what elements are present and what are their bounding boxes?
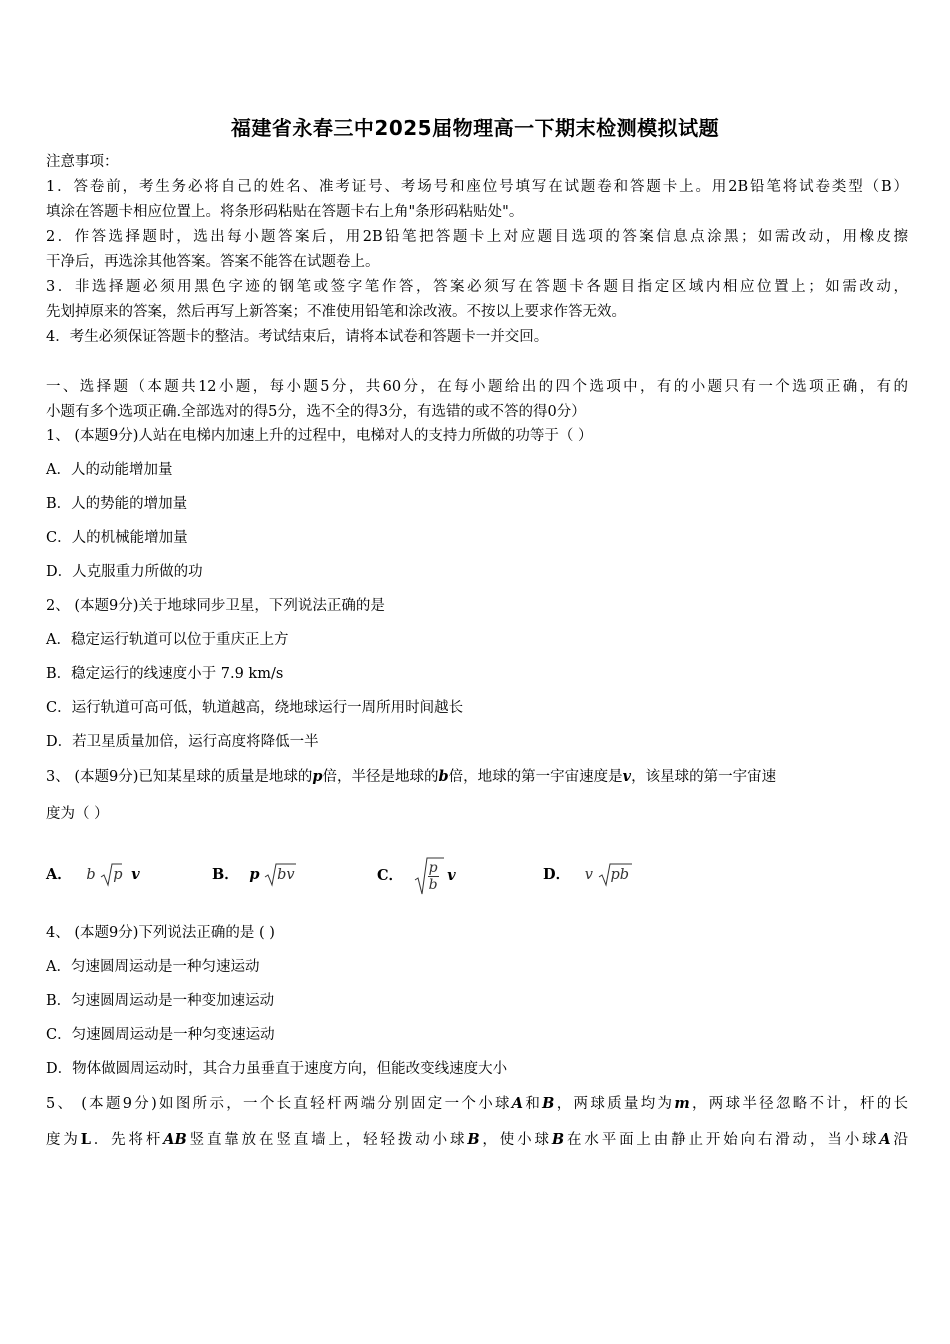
q5-text: ，两球半径忽略不计，杆的长 <box>689 1096 909 1112</box>
q5-text: 度为 <box>46 1132 81 1148</box>
q1-option-a: A．人的动能增加量 <box>46 462 173 478</box>
notice-line: 干净后，再选涂其他答案。答案不能答在试题卷上。 <box>46 254 380 270</box>
notice-line: 先划掉原来的答案，然后再写上新答案；不准使用铅笔和涂改液。不按以上要求作答无效。 <box>46 304 626 320</box>
q5-text: 竖直靠放在竖直墙上，轻轻拨动小球 <box>186 1132 468 1148</box>
page-title: 福建省永春三中2025届物理高一下期末检测模拟试题 <box>230 116 720 140</box>
var-p: p <box>312 768 323 785</box>
var-b: b <box>438 768 449 785</box>
q5-text: 和 <box>523 1096 543 1112</box>
q4-option-a: A．匀速圆周运动是一种匀速运动 <box>46 959 260 975</box>
notice-line: 填涂在答题卡相应位置上。将条形码粘贴在答题卡右上角"条形码粘贴处"。 <box>46 204 524 220</box>
question-5-stem-cont <box>46 1130 908 1150</box>
q3-option-b <box>212 862 295 888</box>
q5-text: ，使小球 <box>479 1132 552 1148</box>
var-ab: AB <box>163 1131 187 1148</box>
q3-stem-text: 倍，半径是地球的 <box>322 769 439 785</box>
notice-line: 1．答卷前，考生务必将自己的姓名、准考证号、考场号和座位号填写在试题卷和答题卡上。用2B铅笔将试卷类型（B） <box>46 179 908 195</box>
notice-heading: 注意事项： <box>46 154 119 170</box>
q1-option-c: C．人的机械能增加量 <box>46 530 188 546</box>
q3-option-a-label: A． <box>46 866 72 883</box>
notice-line: 2．作答选择题时，选出每小题答案后，用2B铅笔把答题卡上对应题目选项的答案信息点涂黑；如需改动，用橡皮擦 <box>46 229 908 245</box>
q2-option-d: D．若卫星质量加倍，运行高度将降低一半 <box>46 734 319 750</box>
q5-text: ，两球质量均为 <box>554 1096 675 1112</box>
q3-stem-text: 3、 (本题9分)已知某星球的质量是地球的 <box>46 769 313 785</box>
q3-option-c-label: C． <box>377 867 404 884</box>
formula-radicand: pb <box>610 867 630 883</box>
formula-var: v <box>447 867 456 884</box>
var-b: B <box>467 1131 480 1148</box>
q3-option-d-label: D． <box>543 866 571 883</box>
var-a: A <box>879 1131 891 1148</box>
q3-option-d <box>543 862 629 888</box>
var-l: L <box>80 1131 91 1148</box>
q3-option-b-label: B． <box>212 866 239 883</box>
fraction-denominator: b <box>428 876 438 893</box>
q5-text: ．先将杆 <box>90 1132 164 1148</box>
formula-radicand: bv <box>277 867 295 883</box>
formula-coef: v <box>584 867 593 883</box>
q4-option-c: C．匀速圆周运动是一种匀变速运动 <box>46 1027 275 1043</box>
q3-stem-text: 倍，地球的第一宇宙速度是 <box>448 769 623 785</box>
q3-option-c <box>377 856 456 896</box>
q1-option-b: B．人的势能的增加量 <box>46 496 188 512</box>
q2-option-b: B．稳定运行的线速度小于 7.9 km/s <box>46 666 284 682</box>
formula-var: v <box>131 866 140 883</box>
var-b: B <box>551 1131 565 1148</box>
var-a: A <box>511 1095 524 1112</box>
var-v: v <box>622 768 632 785</box>
question-4-stem: 4、 (本题9分)下列说法正确的是 ( ) <box>46 925 275 941</box>
section-heading-cont: 小题有多个选项正确.全部选对的得5分，选不全的得3分，有选错的或不答的得0分） <box>46 404 586 420</box>
var-m: m <box>674 1095 690 1112</box>
question-5-stem <box>46 1094 908 1114</box>
q4-option-b: B．匀速圆周运动是一种变加速运动 <box>46 993 275 1009</box>
q2-option-a: A．稳定运行轨道可以位于重庆正上方 <box>46 632 289 648</box>
q4-option-d: D．物体做圆周运动时，其合力虽垂直于速度方向，但能改变线速度大小 <box>46 1061 508 1077</box>
q3-stem-text: ，该星球的第一宇宙速 <box>631 769 777 785</box>
q3-option-a <box>46 862 140 888</box>
notice-line: 3．非选择题必须用黑色字迹的钢笔或签字笔作答，答案必须写在答题卡各题目指定区域内相应位置上；如需改动， <box>46 279 908 295</box>
q1-option-d: D．人克服重力所做的功 <box>46 564 203 580</box>
q5-text: 5、 (本题9分)如图所示，一个长直轻杆两端分别固定一个小球 <box>46 1096 512 1112</box>
formula-fraction <box>428 860 439 893</box>
q5-text: 在水平面上由静止开始向右滑动，当小球 <box>564 1132 880 1148</box>
question-3-stem-cont: 度为（ ） <box>46 806 109 822</box>
q5-text: 沿 <box>890 1132 909 1148</box>
formula-coef: b <box>86 867 96 883</box>
question-1-stem: 1、 (本题9分)人站在电梯内加速上升的过程中，电梯对人的支持力所做的功等于（ ） <box>46 428 593 444</box>
section-heading: 一、选择题（本题共12小题，每小题5分，共60分，在每小题给出的四个选项中，有的小题只有一个选项正确，有的 <box>46 379 908 395</box>
question-2-stem: 2、 (本题9分)关于地球同步卫星，下列说法正确的是 <box>46 598 385 614</box>
var-b: B <box>542 1095 555 1112</box>
fraction-numerator: p <box>428 859 438 876</box>
formula-radicand: p <box>113 867 123 883</box>
notice-line: 4．考生必须保证答题卡的整洁。考试结束后，请将本试卷和答题卡一并交回。 <box>46 329 549 345</box>
formula-coef: p <box>249 866 260 883</box>
q2-option-c: C．运行轨道可高可低，轨道越高，绕地球运行一周所用时间越长 <box>46 700 464 716</box>
question-3-stem <box>46 767 908 787</box>
